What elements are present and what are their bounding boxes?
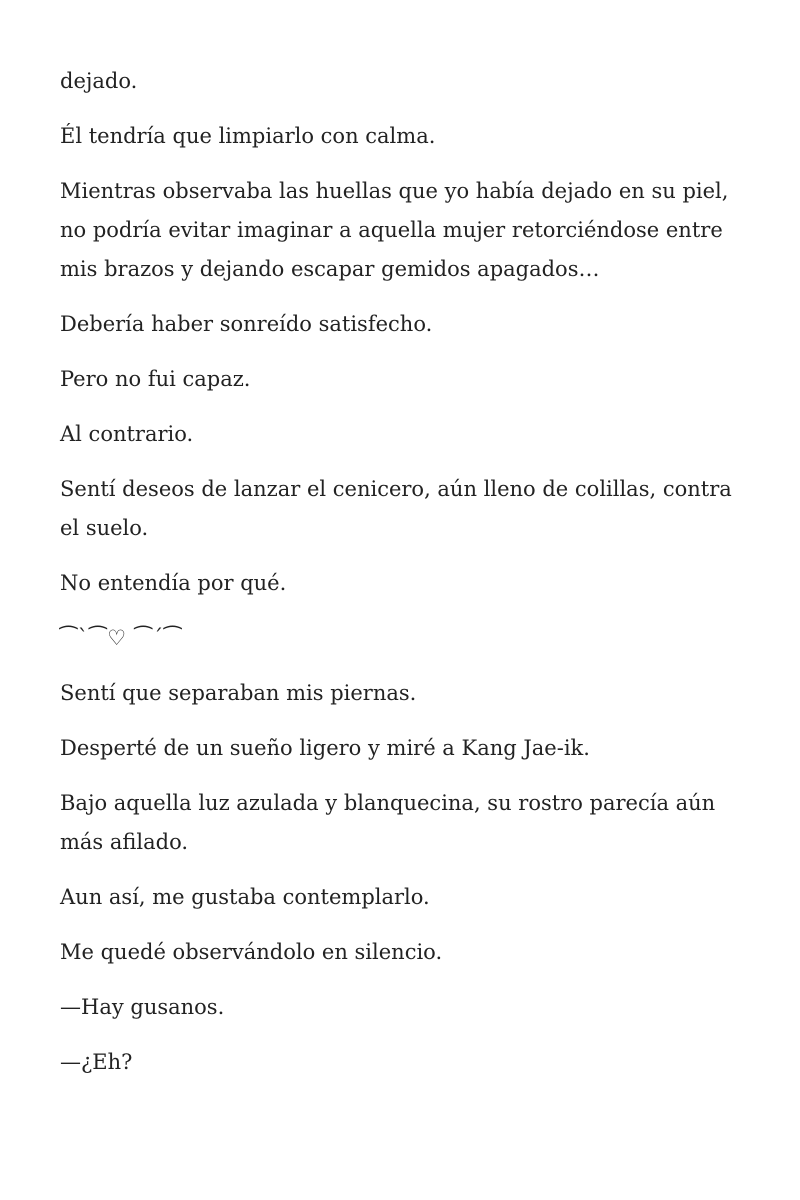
paragraph: Sentí que separaban mis piernas. — [60, 681, 417, 705]
paragraph: Él tendría que limpiarlo con calma. — [60, 124, 436, 148]
scene-divider: ⁀`⁀♡ ⁀´⁀ — [60, 626, 183, 650]
paragraph: Pero no fui capaz. — [60, 367, 251, 391]
paragraph: Aun así, me gustaba contemplarlo. — [60, 885, 430, 909]
paragraph: Bajo aquella luz azulada y blanquecina, su rostro parecía aún más afilado. — [60, 791, 716, 854]
paragraph: Desperté de un sueño ligero y miré a Kang Jae-ik. — [60, 736, 590, 760]
paragraph: Sentí deseos de lanzar el cenicero, aún lleno de colillas, contra el suelo. — [60, 477, 732, 540]
reader-page — [60, 62, 740, 1098]
paragraph: dejado. — [60, 69, 138, 93]
paragraph: No entendía por qué. — [60, 571, 287, 595]
dialogue-line: —Hay gusanos. — [60, 995, 225, 1019]
dialogue-line: —¿Eh? — [60, 1050, 133, 1074]
paragraph: Me quedé observándolo en silencio. — [60, 940, 443, 964]
paragraph: Debería haber sonreído satisfecho. — [60, 312, 433, 336]
paragraph: Al contrario. — [60, 422, 194, 446]
paragraph: Mientras observaba las huellas que yo había dejado en su piel, no podría evitar imaginar a aquella mujer retorciéndose entre mis brazos y dejando escapar gemidos apagados… — [60, 179, 729, 281]
